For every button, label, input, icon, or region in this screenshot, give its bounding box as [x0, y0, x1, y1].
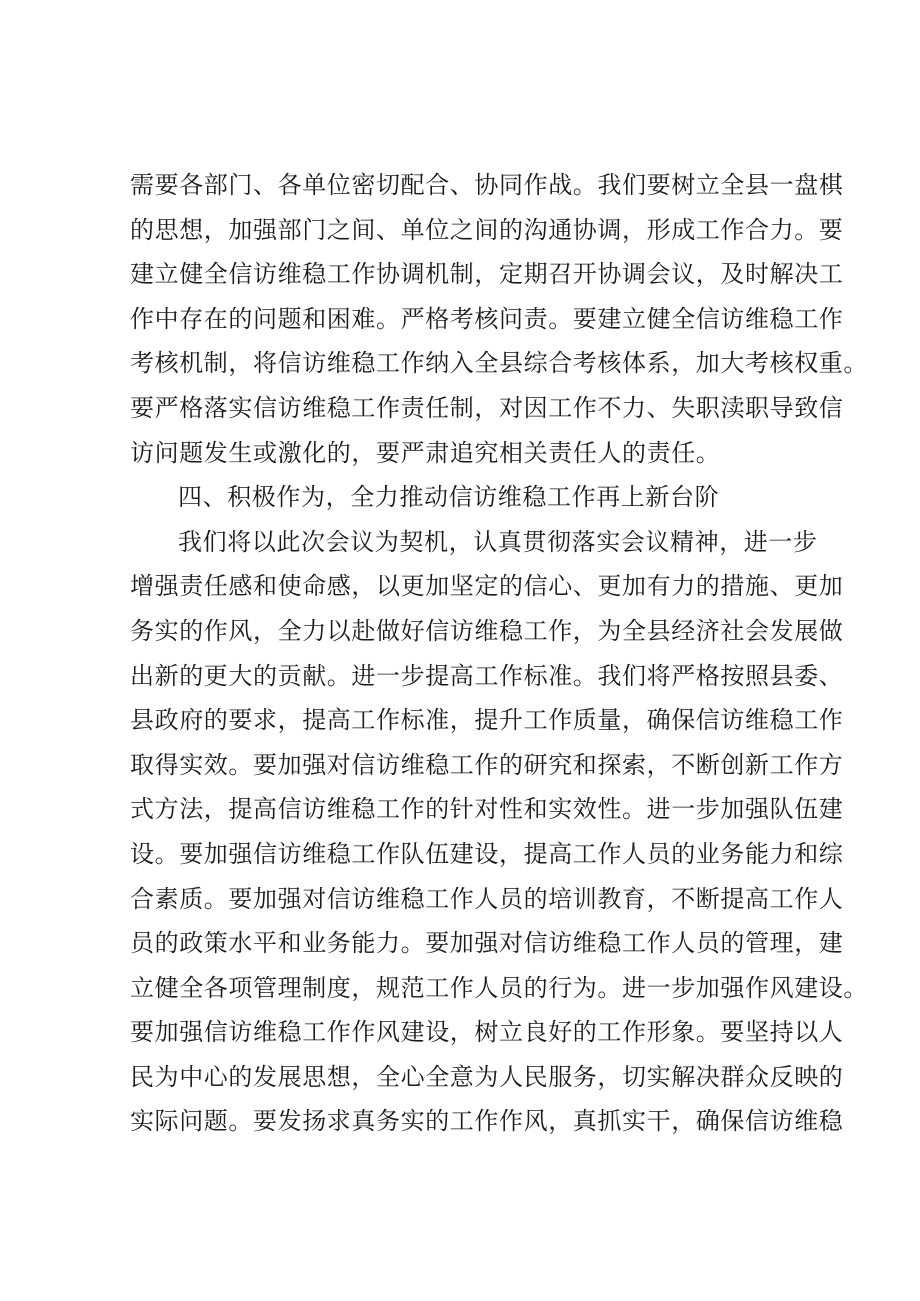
- paragraph-line: 出新的更大的贡献。进一步提高工作标准。我们将严格按照县委、: [130, 661, 844, 690]
- paragraph-line: 民为中心的发展思想，全心全意为人民服务，切实解决群众反映的: [130, 1062, 844, 1091]
- paragraph-line: 需要各部门、各单位密切配合、协同作战。我们要树立全县一盘棋: [130, 171, 844, 199]
- paragraph-line: 员的政策水平和业务能力。要加强对信访维稳工作人员的管理，建: [130, 929, 844, 958]
- paragraph-line: 要加强信访维稳工作作风建设，树立良好的工作形象。要坚持以人: [130, 1018, 844, 1047]
- paragraph-line: 合素质。要加强对信访维稳工作人员的培训教育，不断提高工作人: [130, 884, 844, 913]
- paragraph-line: 取得实效。要加强对信访维稳工作的研究和探索，不断创新工作方: [130, 750, 844, 779]
- paragraph-line: 考核机制，将信访维稳工作纳入全县综合考核体系，加大考核权重。: [130, 349, 868, 378]
- paragraph-line: 要严格落实信访维稳工作责任制，对因工作不力、失职渎职导致信: [130, 393, 844, 422]
- paragraph-line: 的思想，加强部门之间、单位之间的沟通协调，形成工作合力。要: [130, 215, 844, 244]
- paragraph-line: 务实的作风，全力以赴做好信访维稳工作，为全县经济社会发展做: [130, 616, 844, 645]
- section-heading: 四、积极作为，全力推动信访维稳工作再上新台阶: [178, 483, 720, 512]
- paragraph-line: 作中存在的问题和困难。严格考核问责。要建立健全信访维稳工作: [130, 304, 844, 333]
- paragraph-line: 实际问题。要发扬求真务实的工作作风，真抓实干，确保信访维稳: [130, 1107, 844, 1136]
- paragraph-line: 我们将以此次会议为契机，认真贯彻落实会议精神，进一步: [178, 527, 818, 556]
- paragraph-line: 县政府的要求，提高工作标准，提升工作质量，确保信访维稳工作: [130, 706, 844, 735]
- paragraph-line: 式方法，提高信访维稳工作的针对性和实效性。进一步加强队伍建: [130, 795, 844, 824]
- paragraph-line: 增强责任感和使命感，以更加坚定的信心、更加有力的措施、更加: [130, 572, 844, 601]
- document-body: [130, 163, 868, 1144]
- paragraph-line: 访问题发生或激化的，要严肃追究相关责任人的责任。: [130, 438, 721, 467]
- paragraph-line: 建立健全信访维稳工作协调机制，定期召开协调会议，及时解决工: [130, 260, 844, 289]
- paragraph-line: 立健全各项管理制度，规范工作人员的行为。进一步加强作风建设。: [130, 973, 868, 1002]
- paragraph-line: 设。要加强信访维稳工作队伍建设，提高工作人员的业务能力和综: [130, 839, 844, 868]
